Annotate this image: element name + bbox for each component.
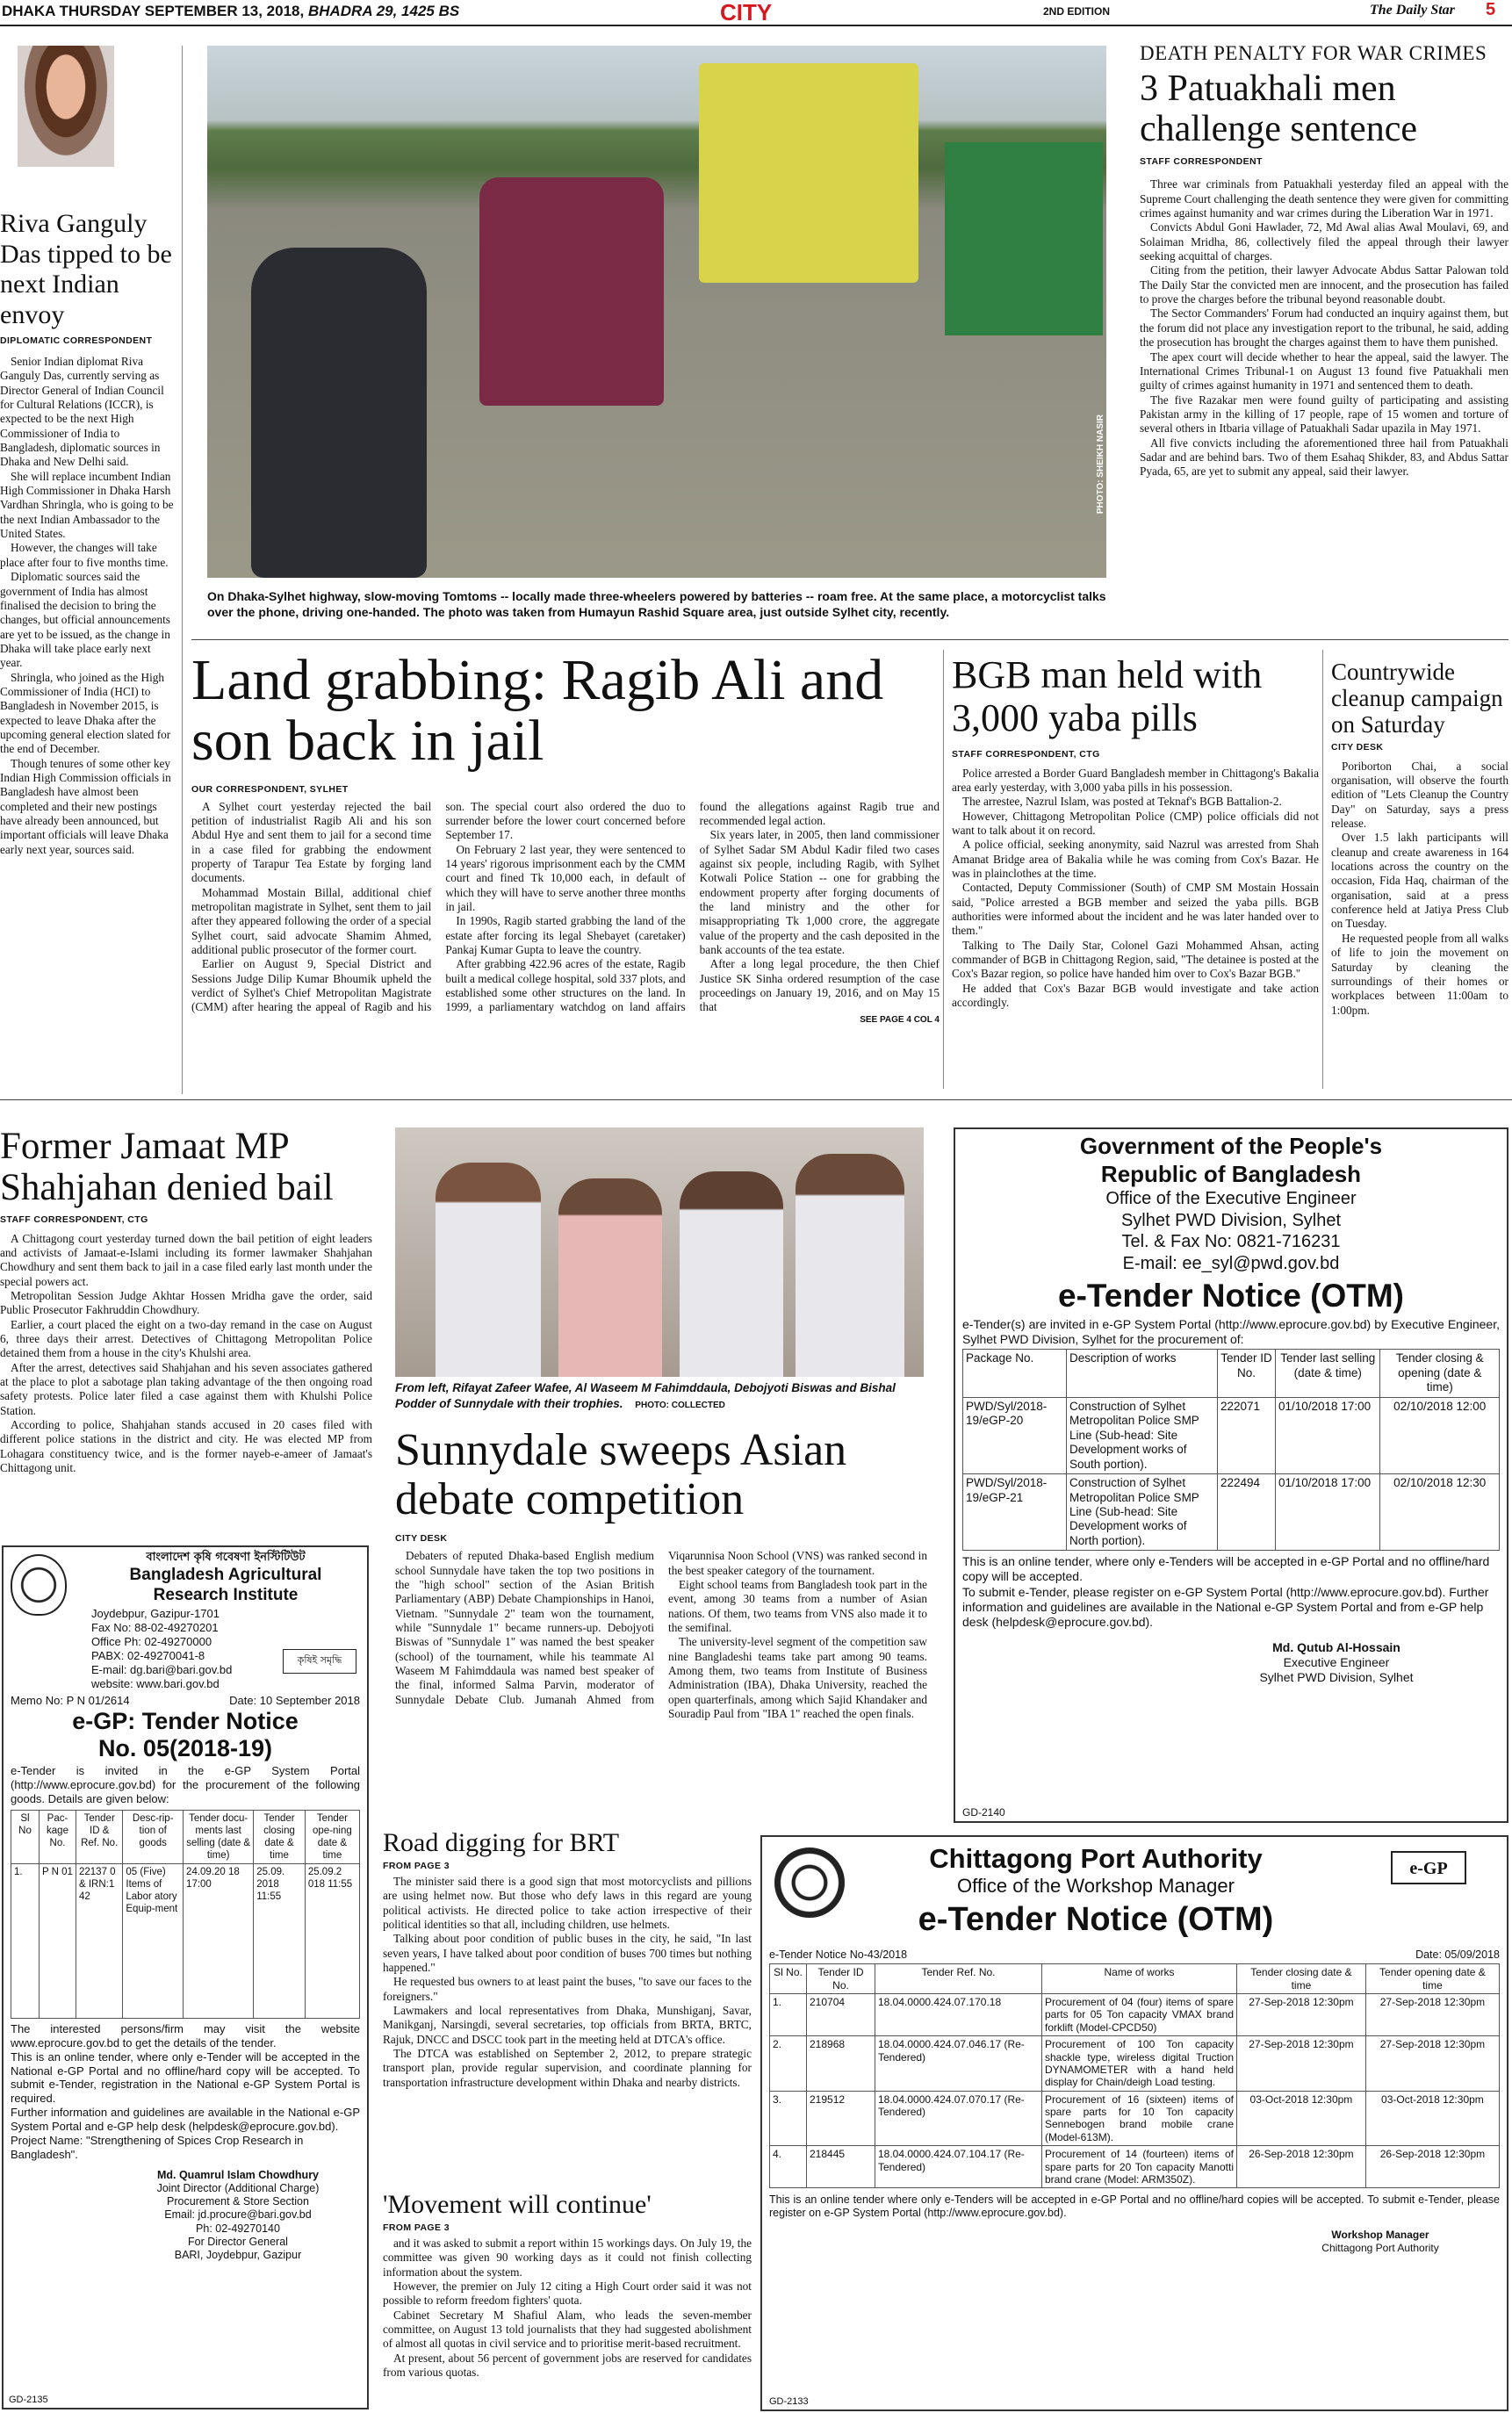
pwd-signatory: Md. Qutub Al-Hossain [1272, 1639, 1400, 1654]
pwd-tender-notice [954, 1127, 1508, 1823]
table-cell: Procurement of 04 (four) items of spare parts for 05 Ton capacity VMAX brand forklift (Model-CPCD50) [1042, 1993, 1237, 2035]
paragraph: Talking to The Daily Star, Colonel Gazi Mohammed Ahsan, acting commander of BGB in Chittagong Region, said, "The detainee is posted at the Cox's Bazar region, so police have handed him over to Cox's Bazar BGB." [952, 938, 1319, 981]
table-header: Name of works [1042, 1964, 1237, 1994]
pwd-gov-line-2: Republic of Bangladesh [1100, 1160, 1362, 1187]
bari-tender-notice [2, 1545, 369, 2409]
cleanup-headline: Countrywide cleanup campaign on Saturday [1331, 659, 1503, 738]
paragraph: The minister said there is a good sign that most motorcyclists and pillions are using helmet now. But those who defy laws in this regard are young political activists. He directed police to take action irrespective of their political identities so that all, including children, use helmets. [383, 1875, 752, 1932]
paragraph: Eight school teams from Bangladesh took part in the event, among 30 teams from a number of Asian nations. Of them, two teams from VNS also made it to the semifinal. [668, 1578, 927, 1635]
table-cell: 02/10/2018 12:30 [1380, 1474, 1500, 1551]
bgb-article [952, 653, 1319, 1092]
pwd-office: Office of the Executive Engineer [1105, 1189, 1357, 1209]
cpa-sig-line: Chittagong Port Authority [1321, 2241, 1439, 2254]
paragraph: After a long legal procedure, the then Chief Justice SK Sinha ordered resumption of the case proceedings on January 19, 2016, and on May 15 that [699, 957, 940, 1014]
bari-ad-code: GD-2135 [9, 2394, 48, 2405]
pwd-notice-title: e-Tender Notice (OTM) [1058, 1278, 1404, 1314]
pwd-intro: e-Tender(s) are invited in e-GP System Portal (http://www.eprocure.gov.bd) by Executive Engineer, Sylhet PWD Division, Sylhet for the procurement of: [962, 1317, 1500, 1347]
brt-from: FROM PAGE 3 [383, 1861, 450, 1871]
paragraph: Six years later, in 2005, then land commissioner of Sylhet Sadar SM Abdul Kadir filed two cases against six people, including Ragib, with Sylhet Kotwali Police Station -- one for grabbing the endowment property after forging documents of the land ministry and the other for misappropriating Tk 1,000 crore, the aggregate value of the property and the cash deposited in the bank accounts of the tea estate. [699, 828, 940, 957]
paragraph: The university-level segment of the competition saw nine Bangladeshi teams take part among 90 teams. Among them, two teams from Institute of Business Administration (IBA), Dhaka University, reached the open quarterfinals, among which Sajid Khandaker and Souradip Paul from "IBA 1" reached the open finals. [668, 1635, 927, 1721]
dateline [2, 3, 459, 20]
table-row [770, 2036, 1500, 2092]
patuakhali-body [1140, 177, 1508, 479]
paragraph: Poriborton Chai, a social organisation, will observe the fourth edition of "Lets Cleanup the Country Day" on Saturday, says a press release. [1331, 759, 1508, 831]
table-cell: 218968 [807, 2036, 875, 2092]
bari-bengali-name: বাংলাদেশ কৃষি গবেষণা ইনস্টিটিউট [146, 1551, 306, 1564]
paragraph: Mohammad Mostain Billal, additional chief metropolitan magistrate in Sylhet, sent them to jail after they appeared following the order of a special Sylhet court, said advocate Shamim Ahmed, additional public prosecutor of the former court. [191, 885, 432, 957]
table-row [770, 1993, 1500, 2035]
pwd-division: Sylhet PWD Division, Sylhet [1120, 1210, 1342, 1230]
table-header: Tender ID No. [807, 1964, 875, 1994]
ragib-article [191, 650, 940, 1092]
dateline-place: DHAKA [2, 3, 55, 19]
bari-pabx: PABX: 02-49270041-8 [91, 1648, 205, 1662]
table-cell: 18.04.0000.424.07.070.17 (Re-Tendered) [875, 2091, 1042, 2146]
riva-portrait [18, 46, 114, 167]
pwd-tel: Tel. & Fax No: 0821-716231 [1121, 1232, 1341, 1252]
cleanup-body [1331, 760, 1508, 1018]
cleanup-byline: CITY DESK [1331, 741, 1384, 753]
bus-shape [945, 142, 1103, 335]
ragib-body [191, 800, 940, 1090]
bari-sig-line: Email: jd.procure@bari.gov.bd [164, 2208, 312, 2222]
debate-caption-text: From left, Rifayat Zafeer Wafee, Al Waseem M Fahimddaula, Debojyoti Biswas and Bishal Podder of Sunnydale with their trophies. [395, 1381, 896, 1410]
cpa-notice-number: e-Tender Notice No-43/2018 [769, 1948, 908, 1962]
student-2 [558, 1178, 662, 1377]
table-cell: Procurement of 16 (sixteen) items of spare parts for 10 Ton capacity Sennebogen brand mobile crane (Model-613M). [1042, 2091, 1237, 2146]
sunnydale-byline: CITY DESK [395, 1533, 448, 1545]
paragraph: All five convicts including the aforementioned three hail from Patuakhali Sadar and are behind bars. Two of them Esahaq Shikder, 83, and Abdus Sattar Pyada, 65, are yet to submit any appeal, said their lawyer. [1140, 436, 1508, 479]
dateline-bengali: BHADRA 29, 1425 BS [307, 3, 460, 19]
paragraph: The arrestee, Nazrul Islam, was posted at Teknaf's BGB Battalion-2. [962, 795, 1282, 809]
bari-email: E-mail: dg.bari@bari.gov.bd [91, 1662, 233, 1676]
bari-date: Date: 10 September 2018 [229, 1694, 360, 1708]
ragib-byline: OUR CORRESPONDENT, SYLHET [191, 783, 349, 795]
pwd-sig-line: Executive Engineer [1283, 1654, 1390, 1669]
cpa-ad-code: GD-2133 [769, 2395, 809, 2407]
table-cell: Construction of Sylhet Metropolitan Police SMP Line (Sub-head: Site Development works of North portion). [1067, 1474, 1218, 1551]
pwd-email: E-mail: ee_syl@pwd.gov.bd [1122, 1253, 1340, 1273]
paragraph: The five Razakar men were found guilty of participating and assisting Pakistan army in the killing of 17 people, rape of 15 women and torture of several others in Itbaria village of Patuakhali Sadar upazila in May 1971. [1140, 393, 1508, 436]
movement-from: FROM PAGE 3 [383, 2222, 450, 2233]
table-cell: 27-Sep-2018 12:30pm [1237, 1993, 1366, 2035]
paragraph: However, the changes will take place after four to five months time. [0, 541, 169, 569]
paragraph: Metropolitan Session Judge Akhtar Hossen Mridha gave the order, said Public Prosecutor Fakhruddin Chowdhury. [0, 1288, 372, 1317]
table-cell: 218445 [807, 2146, 875, 2188]
paragraph: After grabbing 422.96 acres of the estate, Ragib built a medical college hospital, sold 337 plots, and established some other structures on the land. In 1999, a parliamentary watchdog on land affairs found the allegations against Ragib true and recommended legal action. [445, 799, 940, 1014]
paragraph: Debaters of reputed Dhaka-based English medium school Sunnydale have taken the top two positions in the "high school" section of the Asian British Parliamentary (ABP) Debate Championships in Hanoi, Vietnam. "Sunnydale 2" team won the tournament, while "Sunnydale 1" became runners-up. Debojyoti Biswas of "Sunnydale 1" was named the best speaker (school) of the tournament, while his teammate Al Waseem M Fahimddaula was named best speaker of the final, informed Salma Parvin, moderator of Sunnydale Debate Club. Jumanah Ahmed from Viqarunnisa Noon School (VNS) was ranked second in the best speaker category of the tournament. [395, 1549, 927, 1706]
bgb-body [952, 767, 1319, 1011]
paragraph: Police arrested a Border Guard Bangladesh member in Chittagong's Bakalia area early yesterday, with 3,000 yaba pills in his possession. [952, 766, 1319, 794]
brt-body [383, 1875, 752, 2090]
bari-name-2: Research Institute [153, 1586, 299, 1605]
cpa-office: Office of the Workshop Manager [957, 1875, 1235, 1898]
brt-headline: Road digging for BRT [383, 1828, 620, 1857]
table-cell: 02/10/2018 12:00 [1380, 1397, 1500, 1473]
table-row [963, 1474, 1500, 1551]
table-cell: 01/10/2018 17:00 [1276, 1397, 1380, 1473]
student-4 [796, 1154, 904, 1377]
table-row [963, 1397, 1500, 1473]
patuakhali-byline: STAFF CORRESPONDENT [1140, 156, 1263, 168]
table-header: Description of works [1067, 1350, 1218, 1397]
table-cell: 27-Sep-2018 12:30pm [1237, 2036, 1366, 2092]
paragraph: According to police, Shahjahan stands accused in 20 cases filed with different police stations in the district and city. He was elected MP from Lohagara constituency twice, and is the former nayeb-e-ameer of Jamaat's Chittagong unit. [0, 1418, 372, 1475]
table-header: Pac-kage No. [40, 1810, 76, 1863]
patuakhali-headline: 3 Patuakhali men challenge sentence [1140, 68, 1417, 150]
movement-article [383, 2190, 752, 2411]
bgb-headline: BGB man held with 3,000 yaba pills [952, 653, 1263, 740]
bari-note-2: This is an online tender, where only e-Tender will be accepted in the National e-GP Portal and no offline/hard copy will be accepted. To submit e-Tender, registration in the National e-GP System Portal is required. [11, 2049, 360, 2106]
pwd-note-1: This is an online tender, where only e-Tenders will be accepted in e-GP Portal and no offline/hard copy will be accepted. [962, 1554, 1490, 1584]
table-cell: 18.04.0000.424.07.170.18 [875, 1993, 1042, 2035]
bari-tender-table [11, 1810, 360, 2019]
paragraph: However, Chittagong Metropolitan Police (CMP) police officials did not want to talk about it on record. [952, 809, 1319, 837]
table-header: Sl No. [770, 1964, 807, 1994]
table-header: Tender closing & opening (date & time) [1380, 1350, 1500, 1397]
col-rule [943, 650, 944, 1089]
paper-name: The Daily Star [1370, 3, 1455, 18]
table-cell: P N 01 [40, 1863, 76, 2018]
highway-photo [207, 46, 1106, 578]
riva-article [0, 209, 174, 1092]
truck-shape [699, 63, 918, 283]
table-cell: 3. [770, 2091, 807, 2146]
table-cell: 219512 [807, 2091, 875, 2146]
paragraph: A Sylhet court yesterday rejected the bail petition of industrialist Ragib Ali and his son Abdul Hye and sent them to jail for a second time in a case filed for grabbing the endowment property of Tarapur Tea Estate by forging land documents. [191, 799, 432, 885]
riva-byline: DIPLOMATIC CORRESPONDENT [0, 335, 153, 346]
riva-headline: Riva Ganguly Das tipped to be next Indian envoy [0, 209, 172, 329]
table-cell: 222494 [1218, 1474, 1276, 1551]
table-header: Tender ope-ning date & time [305, 1810, 359, 1863]
rider-shape [251, 248, 427, 578]
paragraph: Three war criminals from Patuakhali yesterday filed an appeal with the Supreme Court challenging the death sentence they were given for committing crimes against humanity and war crimes during the Liberation War in 1971. [1140, 177, 1508, 220]
paragraph: Contacted, Deputy Commissioner (South) of CMP SM Mostain Hossain said, "Police arrested a BGB member and seized the yaba pills. BGB authorities were informed about the incident and he was later handed over to them." [952, 881, 1319, 938]
table-cell: 24.09.20 18 17:00 [184, 1863, 254, 2018]
paragraph: He added that Cox's Bazar BGB would investigate and take action accordingly. [952, 981, 1319, 1010]
paragraph: At present, about 56 percent of government jobs are reserved for candidates from various quotas. [383, 2351, 752, 2380]
bari-logo-icon [11, 1554, 67, 1616]
table-cell: 25.09. 2018 11:55 [254, 1863, 306, 2018]
ragib-headline: Land grabbing: Ragib Ali and son back in jail [191, 650, 884, 774]
table-cell: 26-Sep-2018 12:30pm [1237, 2146, 1366, 2188]
paragraph: Cabinet Secretary M Shafiul Alam, who leads the seven-member committee, on August 13 told journalists that they had suggested abolishment of almost all quotas in civil service and to prioritise merit-based recruitment. [383, 2308, 752, 2351]
cpa-title: Chittagong Port Authority [929, 1843, 1263, 1874]
paragraph: The DTCA was established on September 2, 2012, to prepare strategic transport plan, provide regular supervision, and coordinate planning for transportation infrastructure development within Dhaka and nearby districts. [383, 2047, 752, 2089]
paragraph: Shringla, who joined as the High Commissioner of India (HCI) to Bangladesh in November 2015, is expected to leave Dhaka after the upcoming general election slated for the end of December. [0, 670, 171, 756]
edition: 2ND EDITION [1043, 5, 1111, 18]
pwd-gov-line-1: Government of the People's [1079, 1133, 1383, 1159]
table-cell: 2. [770, 2036, 807, 2092]
paragraph: A Chittagong court yesterday turned down the bail petition of eight leaders and activists of Jamaat-e-Islami including its former lawmaker Shahjahan Chowdhury and sent them back to jail in a case filed early last month under the special powers act. [0, 1231, 372, 1288]
cpa-note: This is an online tender where only e-Tenders will be accepted in e-GP Portal and no offline/hard copies will be accepted. To submit e-Tender, please register on e-GP System Portal (http://www.eprocure.gov.bd). [769, 2193, 1500, 2220]
table-header: Desc-rip-tion of goods [123, 1810, 184, 1863]
patuakhali-article [1140, 42, 1508, 632]
paragraph: Senior Indian diplomat Riva Ganguly Das, currently serving as Director General of Indian Council for Cultural Relations (ICCR), is expected to be the next High Commissioner of India to Bangladesh, diplomatic sources in Dhaka and New Delhi said. [0, 355, 164, 469]
table-cell: 05 (Five) Items of Labor atory Equip-ment [123, 1863, 184, 2018]
paragraph: In 1990s, Ragib started grabbing the land of the estate after forcing its legal Shebayet (caretaker) Pankaj Kumar Gupta to leave the country. [445, 914, 686, 957]
patuakhali-kicker: DEATH PENALTY FOR WAR CRIMES [1140, 42, 1487, 64]
bari-note-1: The interested persons/firm may visit the website www.eprocure.gov.bd to get the details of the tender. [11, 2021, 360, 2049]
movement-body [383, 2237, 752, 2380]
paragraph: Citing from the petition, their lawyer Advocate Abdus Sattar Palowan told The Daily Star the convicted men are innocent, and the prosecution has failed to prove the charges before the tribunal beyond reasonable doubt. [1140, 263, 1508, 306]
table-header: Package No. [963, 1350, 1067, 1397]
table-header: Tender closing date & time [254, 1810, 306, 1863]
cpa-tender-notice [760, 1835, 1508, 2411]
cpa-notice-title: e-Tender Notice (OTM) [918, 1900, 1274, 1938]
bari-name-1: Bangladesh Agricultural [129, 1565, 322, 1584]
rule [0, 1099, 1512, 1100]
bgb-byline: STAFF CORRESPONDENT, CTG [952, 748, 1100, 760]
table-cell: 222071 [1218, 1397, 1276, 1473]
section-name: CITY [720, 0, 773, 25]
rule [191, 639, 1508, 640]
sunnydale-headline: Sunnydale sweeps Asian debate competition [395, 1426, 847, 1525]
table-cell: 03-Oct-2018 12:30pm [1365, 2091, 1499, 2146]
student-3 [680, 1171, 783, 1377]
bari-sig-line: Ph: 02-49270140 [196, 2222, 280, 2235]
bari-slogan-box: কৃষিই সমৃদ্ধি [283, 1649, 356, 1674]
bari-intro: e-Tender is invited in the e-GP System Portal (http://www.eprocure.gov.bd) for the procurement of the following goods. Details are given below: [11, 1764, 360, 1806]
debate-caption [395, 1380, 924, 1411]
paragraph: Earlier on August 9, Special District and Sessions Judge Dilip Kumar Bhoumik upheld the verdict of Sylhet's Chief Metropolitan Magistrate (CMM) after hearing the appeal of Ragib and his son. The special court also ordered the duo to surrender before the lower court concerned before September 17. [191, 799, 686, 1014]
bari-memo: Memo No: P N 01/2614 [11, 1694, 130, 1708]
jamaat-article [0, 1126, 372, 1547]
table-cell: Construction of Sylhet Metropolitan Police SMP Line (Sub-head: Site Development works of South portion). [1067, 1397, 1218, 1473]
paragraph: Talking about poor condition of public buses in the city, he said, "In last seven years, I have talked about poor condition of buses 700 times but nothing happened." [383, 1932, 752, 1975]
sunnydale-body [395, 1549, 927, 1768]
bari-website: website: www.bari.gov.bd [91, 1676, 220, 1690]
table-cell: 1. [11, 1863, 40, 2018]
bari-fax: Fax No: 88-02-49270201 [91, 1621, 219, 1635]
paragraph: Convicts Abdul Goni Hawlader, 72, Md Awal alias Awal Moulavi, 69, and Solaiman Mridha, 86, collectively filed the appeal through their lawyer seeking acquittal of charges. [1140, 220, 1508, 263]
table-cell: 210704 [807, 1993, 875, 2035]
paragraph: and it was asked to submit a report within 15 workings days. On July 19, the committee was given 90 working days as it could not finish collecting information about the system. [383, 2237, 752, 2279]
photo-credit: PHOTO: SHEIKH NASIR [1096, 414, 1105, 515]
highway-caption: On Dhaka-Sylhet highway, slow-moving Tomtoms -- locally made three-wheelers powered by batteries -- roam free. At the same place, a motorcyclist talks over the phone, driving one-handed. The photo was taken from Humayun Rashid Square area, just outside Sylhet city, recently. [207, 589, 1106, 620]
table-header: Tender ID & Ref. No. [76, 1810, 123, 1863]
table-cell: 25.09.2 018 11:55 [305, 1863, 359, 2018]
paragraph: The Sector Commanders' Forum had conducted an inquiry against them, but the forum did not place any investigation report to the tribunal, he said, adding the prosecution has brought the charges against them to have them punished. [1140, 306, 1508, 349]
paragraph: Though tenures of some other key Indian High Commission officials in Bangladesh have almost been completed and their new postings have already been announced, but important officials will leave Dhaka early next year, sources said. [0, 756, 171, 856]
paragraph: The apex court will decide whether to hear the appeal, said the lawyer. The International Crimes Tribunal-1 on August 13 found five Patuakhali men guilty of crimes against humanity in 1971 and sentenced them to death. [1140, 349, 1508, 393]
table-cell: 03-Oct-2018 12:30pm [1237, 2091, 1366, 2146]
tomtom-shape [479, 177, 664, 406]
paragraph: Earlier, a court placed the eight on a two-day remand in the case on August 6, three days their arrest. Detectives of Chittagong Metropolitan Police detained them from a house in the city's Khulshi area. [0, 1317, 372, 1360]
debate-photo [395, 1127, 924, 1377]
bari-project: Project Name: "Strengthening of Spices Crop Research in Bangladesh". [11, 2133, 304, 2161]
table-cell: 22137 0 & IRN:1 42 [76, 1863, 123, 2018]
bari-address: Joydebpur, Gazipur-1701 [91, 1607, 220, 1621]
riva-body [0, 355, 174, 857]
paragraph: He requested bus owners to at least paint the buses, "to save our faces to the foreigners." [383, 1975, 752, 2003]
dateline-date: THURSDAY SEPTEMBER 13, 2018, [59, 3, 305, 19]
brt-article [383, 1828, 752, 2171]
bari-sig-line: Joint Director (Additional Charge) [156, 2181, 320, 2194]
table-cell: 01/10/2018 17:00 [1276, 1474, 1380, 1551]
paragraph: Lawmakers and local representatives from Dhaka, Munshiganj, Savar, Manikganj, Narsingdi, several secretaries, top officials from BRTA, BRTC, Rajuk, DNCC and DSCC took part in the meeting held at DTCA's office. [383, 2004, 752, 2046]
table-cell: 4. [770, 2146, 807, 2188]
bari-note-3: Further information and guidelines are available in the National e-GP System Portal and e-GP help desk (helpdesk@eprocure.gov.bd). [11, 2106, 360, 2133]
bari-sig-line: For Director General [188, 2235, 288, 2248]
table-cell: Procurement of 14 (fourteen) items of spare parts for 20 Ton capacity Manotti brand crane (Model: ARM350Z). [1042, 2146, 1237, 2188]
jamaat-headline: Former Jamaat MP Shahjahan denied bail [0, 1126, 334, 1209]
movement-headline: 'Movement will continue' [383, 2190, 652, 2219]
jamaat-body [0, 1232, 372, 1476]
cpa-logo-icon [774, 1848, 845, 1918]
table-cell: 26-Sep-2018 12:30pm [1365, 2146, 1499, 2188]
masthead [0, 0, 1512, 26]
table-cell: 1. [770, 1993, 807, 2035]
sunnydale-article [395, 1426, 927, 1812]
cpa-date: Date: 05/09/2018 [1415, 1948, 1500, 1962]
pwd-sig-line: Sylhet PWD Division, Sylhet [1259, 1669, 1414, 1684]
paragraph: Over 1.5 lakh participants will cleanup and create awareness in 164 locations across the country on the occasion, Fida Haq, chairman of the organisation, said at a press conference held at Jatiya Press Club on Tuesday. [1331, 831, 1508, 931]
table-header: Tender docu-ments last selling (date & time) [184, 1810, 254, 1863]
jump-link[interactable]: SEE PAGE 4 COL 4 [860, 1014, 940, 1025]
col-rule [182, 46, 183, 1094]
table-row [11, 1863, 360, 2018]
table-header: Tender opening date & time [1365, 1964, 1499, 1994]
student-1 [436, 1163, 541, 1377]
table-cell: 27-Sep-2018 12:30pm [1365, 1993, 1499, 2035]
bari-signatory: Md. Quamrul Islam Chowdhury [156, 2168, 320, 2181]
bari-sig-line: BARI, Joydebpur, Gazipur [174, 2249, 302, 2262]
table-header: Sl No [11, 1810, 40, 1863]
bari-title-2: No. 05(2018-19) [97, 1735, 273, 1762]
bari-office-phone: Office Ph: 02-49270000 [91, 1634, 212, 1648]
table-row [770, 2146, 1500, 2188]
cpa-egp-badge: e-GP [1391, 1851, 1466, 1884]
table-cell: PWD/Syl/2018-19/eGP-21 [963, 1474, 1067, 1551]
pwd-tender-table [962, 1349, 1500, 1551]
paragraph: After the arrest, detectives said Shahjahan and his seven associates gathered at the place to plot a sabotage plan taking advantage of the then ongoing road safety protests. Police later filed a case against them with Khulshi Police Station. [0, 1360, 372, 1417]
table-header: Tender Ref. No. [875, 1964, 1042, 1994]
bari-sig-line: Procurement & Store Section [167, 2195, 309, 2208]
pwd-note-2: To submit e-Tender, please register on e-GP System Portal (http://www.eprocure.gov.bd). Further information and guidelines are available in the National e-GP System Portal and from e-GP help desk (helpdesk@eprocure.gov.bd). [962, 1584, 1489, 1629]
paragraph: Diplomatic sources said the government of India has almost finalised the decision to bring the changes, but official announcements are yet to be issued, as the change in Dhaka will take place early next year. [0, 570, 170, 670]
col-rule [1322, 650, 1323, 1089]
paragraph: However, the premier on July 12 citing a High Court order said it was not possible to reform freedom fighters' quota. [383, 2280, 752, 2308]
paragraph: She will replace incumbent Indian High Commissioner in Dhaka Harsh Vardhan Shringla, who is going to be the next Indian Ambassador to the United States. [0, 469, 174, 541]
table-header: Tender ID No. [1218, 1350, 1276, 1397]
table-header: Tender last selling (date & time) [1276, 1350, 1380, 1397]
table-cell: 18.04.0000.424.07.046.17 (Re-Tendered) [875, 2036, 1042, 2092]
paragraph: He requested people from all walks of life to join the movement on Saturday by cleaning the surroundings of their homes or workplaces between 11:00am to 1:00pm. [1331, 931, 1508, 1017]
page-number: 5 [1486, 0, 1496, 19]
table-cell: 27-Sep-2018 12:30pm [1365, 2036, 1499, 2092]
pwd-ad-code: GD-2140 [962, 1806, 1005, 1819]
table-cell: Procurement of 100 Ton capacity shackle type, wireless digital Truction DYNAMOMETER with a hand held display for Chain/deigh Load testing. [1042, 2036, 1237, 2092]
debate-photo-credit: PHOTO: COLLECTED [635, 1400, 725, 1410]
cpa-tender-table [769, 1963, 1500, 2188]
table-header: Tender closing date & time [1237, 1964, 1366, 1994]
paragraph: On February 2 last year, they were sentenced to 14 years' rigorous imprisonment each by the CMM court and fined Tk 10,000 each, in default of which they will have to serve another three months in jail. [445, 842, 686, 913]
cleanup-article [1331, 659, 1508, 1092]
jamaat-byline: STAFF CORRESPONDENT, CTG [0, 1214, 148, 1225]
table-row [770, 2091, 1500, 2146]
cpa-sig-line: Workshop Manager [1331, 2229, 1429, 2242]
paragraph: A police official, seeking anonymity, said Nazrul was arrested from Shah Amanat Bridge area of Bakalia while he was coming from Cox's Bazar. He was in plainclothes at the time. [952, 838, 1319, 880]
bari-title-1: e-GP: Tender Notice [72, 1708, 299, 1735]
table-cell: PWD/Syl/2018-19/eGP-20 [963, 1397, 1067, 1473]
table-cell: 18.04.0000.424.07.104.17 (Re-Tendered) [875, 2146, 1042, 2188]
